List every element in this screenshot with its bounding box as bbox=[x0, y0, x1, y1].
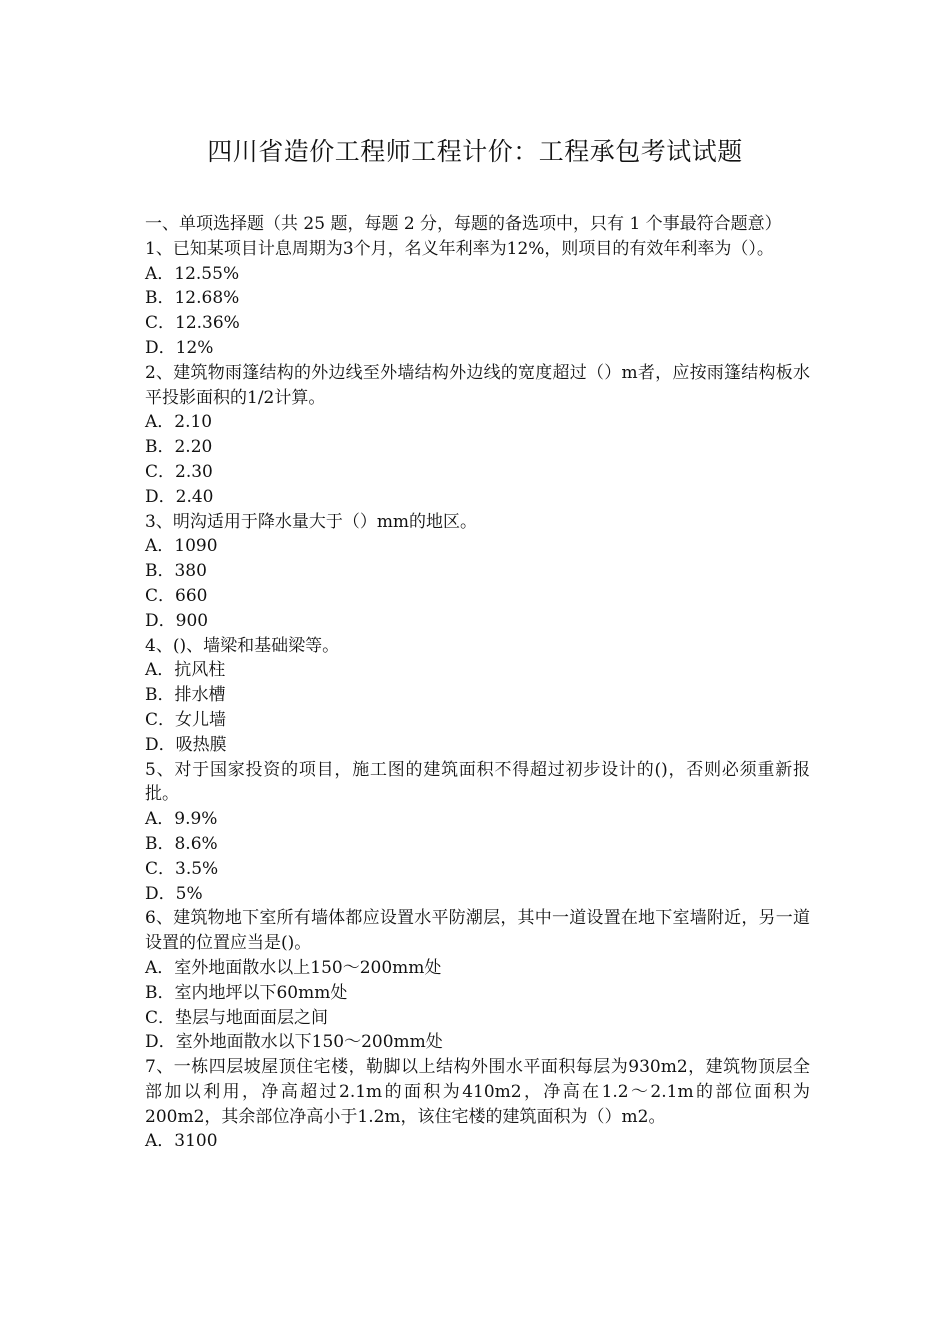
answer-option: D．吸热膜 bbox=[145, 734, 227, 755]
answer-option: B．2.20 bbox=[145, 437, 213, 458]
answer-option: B．8.6% bbox=[145, 833, 218, 854]
answer-option: A．9.9% bbox=[145, 809, 218, 830]
answer-option: C．3.5% bbox=[145, 858, 219, 879]
question-stem: 2、建筑物雨篷结构的外边线至外墙结构外边线的宽度超过（）m者，应按雨篷结构板水平投影面积的1/2计算。 bbox=[145, 362, 810, 408]
answer-option: D．900 bbox=[145, 610, 209, 631]
answer-option: C．女儿墙 bbox=[145, 709, 227, 730]
question-stem: 3、明沟适用于降水量大于（）mm的地区。 bbox=[145, 511, 478, 532]
question-stem: 5、对于国家投资的项目，施工图的建筑面积不得超过初步设计的()，否则必须重新报批。 bbox=[145, 759, 810, 805]
answer-option: A．室外地面散水以上150～200mm处 bbox=[145, 957, 442, 978]
question-stem: 7、一栋四层坡屋顶住宅楼，勒脚以上结构外围水平面积每层为930m2，建筑物顶层全部加以利用，净高超过2.1m的面积为410m2，净高在1.2～2.1m的部位面积为200m2，其余部位净高小于1.2m，该住宅楼的建筑面积为（）m2。 bbox=[145, 1057, 810, 1127]
document-title: 四川省造价工程师工程计价：工程承包考试试题 bbox=[207, 137, 743, 166]
answer-option: D．12% bbox=[145, 337, 214, 358]
answer-option: C．垫层与地面面层之间 bbox=[145, 1007, 329, 1028]
answer-option: A．2.10 bbox=[145, 412, 213, 433]
answer-option: B．室内地坪以下60mm处 bbox=[145, 982, 348, 1003]
answer-option: D．室外地面散水以下150～200mm处 bbox=[145, 1032, 443, 1053]
section-heading: 一、单项选择题（共 25 题，每题 2 分，每题的备选项中，只有 1 个事最符合题意） bbox=[145, 214, 782, 234]
answer-option: B．12.68% bbox=[145, 288, 240, 309]
answer-option: C．12.36% bbox=[145, 313, 240, 334]
question-stem: 4、()、墙梁和基础梁等。 bbox=[145, 635, 340, 656]
answer-option: A．12.55% bbox=[145, 263, 240, 284]
answer-option: A．3100 bbox=[145, 1131, 218, 1152]
answer-option: D．2.40 bbox=[145, 486, 214, 507]
answer-option: A．抗风柱 bbox=[145, 660, 226, 681]
answer-option: D．5% bbox=[145, 883, 203, 904]
document-body bbox=[145, 212, 810, 1154]
answer-option: B．排水槽 bbox=[145, 685, 226, 706]
answer-option: B．380 bbox=[145, 561, 207, 582]
question-stem: 1、已知某项目计息周期为3个月，名义年利率为12%，则项目的有效年利率为（）。 bbox=[145, 238, 774, 259]
answer-option: A．1090 bbox=[145, 536, 218, 557]
answer-option: C．660 bbox=[145, 585, 208, 606]
question-stem: 6、建筑物地下室所有墙体都应设置水平防潮层，其中一道设置在地下室墙附近，另一道设置的位置应当是()。 bbox=[145, 908, 810, 954]
answer-option: C．2.30 bbox=[145, 461, 213, 482]
